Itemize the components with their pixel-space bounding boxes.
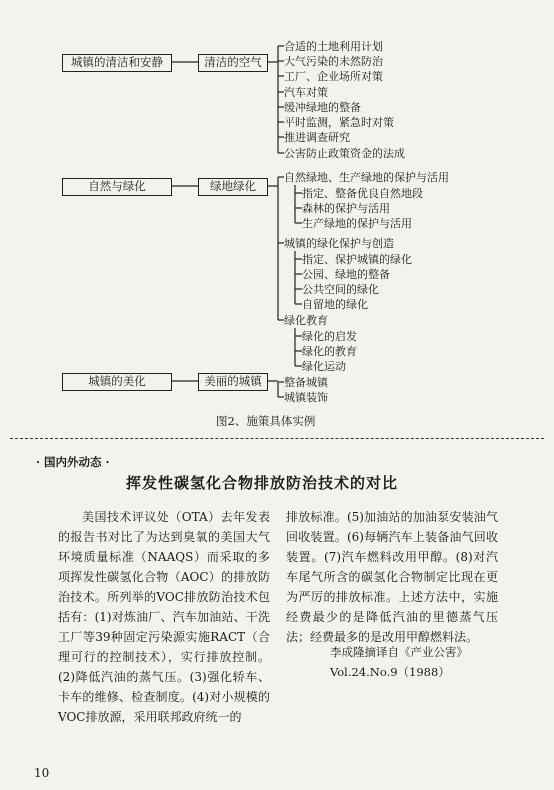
diagram-item: 城镇的绿化保护与创造: [284, 237, 394, 250]
section-label: · 国内外动态 ·: [36, 455, 110, 469]
article-column-left: 美国技术评议处（OTA）去年发表的报告书对比了为达到臭氧的美国大气环境质量标准（NAAQS）而采取的多项挥发性碳氢化合物（AOC）的排放防治技术。所列举的VOC排放防治技术包括有：(1)对炼油厂、汽车加油站、干洗工厂等39种固定污染源实施RACT（合理可行的控制技术），实行排放控制。(2)降低汽油的蒸气压。(3)强化轿车、卡车的维修、检查制度。(4)对小规模的VOC排放源，采用联邦政府统一的: [58, 510, 270, 724]
diagram-item: 大气污染的未然防治: [284, 55, 383, 68]
measure-box-clean-air: 清洁的空气: [198, 54, 268, 72]
diagram-item: 公园、绿地的整备: [302, 268, 390, 281]
section-divider: [10, 438, 544, 439]
diagram-item: 生产绿地的保护与活用: [302, 217, 412, 230]
diagram-item: 指定、整备优良自然地段: [302, 187, 423, 200]
diagram-caption: 图2、施策具体实例: [216, 414, 316, 428]
diagram-item: 自然绿地、生产绿地的保护与活用: [284, 171, 449, 184]
source-citation: Vol.24.No.9（1988）: [330, 665, 450, 679]
diagram-item: 城镇装饰: [284, 391, 328, 404]
diagram-item: 公害防止政策资金的法成: [284, 147, 405, 160]
diagram-item: 平时监测，紧急时对策: [284, 116, 394, 129]
measure-box-beautiful-town: 美丽的城镇: [198, 373, 268, 391]
article-column-right: 排放标准。(5)加油站的加油泵安装油气回收装置。(6)每辆汽车上装备油气回收装置。(7)汽车燃料改用甲醇。(8)对汽车尾气所含的碳氢化合物制定比现在更为严厉的排放标准。上述方法中，实施经费最少的是降低汽油的里德蒸气压法；经费最多的是改用甲醇燃料法。: [286, 510, 498, 644]
diagram-item: 绿化的教育: [302, 345, 357, 358]
measure-box-greening: 绿地绿化: [198, 178, 268, 196]
diagram-item: 森林的保护与活用: [302, 202, 390, 215]
diagram-item: 绿化运动: [302, 360, 346, 373]
diagram-item: 工厂、企业场所对策: [284, 70, 383, 83]
diagram-item: 合适的土地利用计划: [284, 40, 383, 53]
diagram-item: 指定、保护城镇的绿化: [302, 253, 412, 266]
goal-box-clean-quiet: 城镇的清洁和安静: [62, 54, 172, 72]
diagram-item: 绿化教育: [284, 314, 328, 327]
diagram-item: 汽车对策: [284, 86, 328, 99]
source-translator: 李成隆摘译自《产业公害》: [330, 645, 468, 659]
goal-box-nature-green: 自然与绿化: [62, 178, 172, 196]
diagram-item: 绿化的启发: [302, 330, 357, 343]
goal-box-town-beauty: 城镇的美化: [62, 373, 172, 391]
diagram-item: 自留地的绿化: [302, 298, 368, 311]
article-title: 挥发性碳氢化合物排放防治技术的对比: [126, 474, 399, 492]
diagram-item: 缓冲绿地的整备: [284, 101, 361, 114]
diagram-item: 整备城镇: [284, 376, 328, 389]
diagram-item: 推进调查研究: [284, 131, 350, 144]
page-number: 10: [34, 766, 50, 780]
diagram-item: 公共空间的绿化: [302, 283, 379, 296]
